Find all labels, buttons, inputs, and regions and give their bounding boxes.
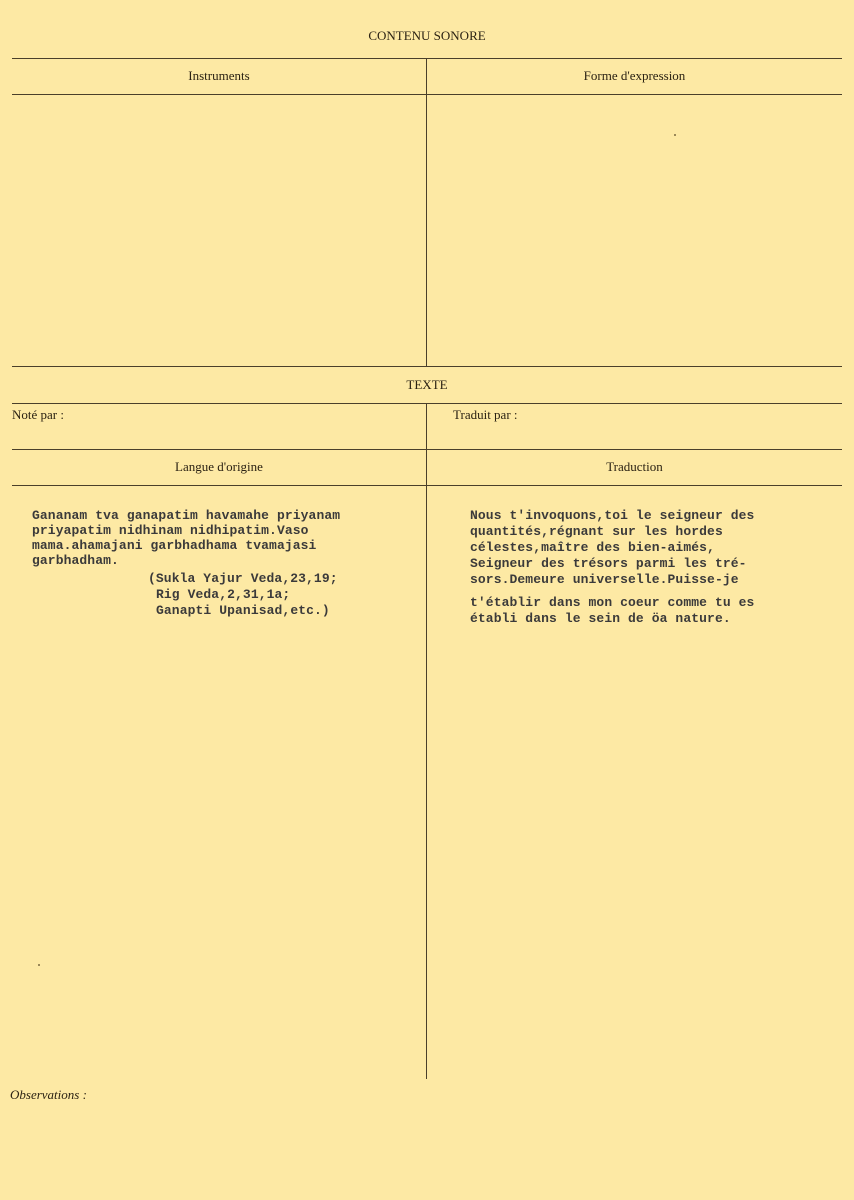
- reference-line: (Sukla Yajur Veda,23,19;: [148, 571, 338, 586]
- divider: [12, 58, 842, 59]
- section-title-contenu-sonore: CONTENU SONORE: [368, 28, 486, 43]
- translation-line: Seigneur des trésors parmi les tré-: [470, 556, 747, 571]
- field-label-note-par: Noté par :: [12, 407, 64, 422]
- translation-line: Nous t'invoquons,toi le seigneur des: [470, 508, 755, 523]
- divider: [12, 403, 842, 404]
- divider: [12, 485, 842, 486]
- reference-line: Rig Veda,2,31,1a;: [156, 587, 291, 602]
- divider: [12, 94, 842, 95]
- reference-line: Ganapti Upanisad,etc.): [156, 603, 330, 618]
- column-divider: [426, 450, 427, 1079]
- column-divider: [426, 59, 427, 366]
- section-title-texte: TEXTE: [406, 377, 448, 392]
- translation-line: quantités,régnant sur les hordes: [470, 524, 723, 539]
- translation-line: établi dans le sein de öa nature.: [470, 611, 731, 626]
- column-divider: [426, 404, 427, 449]
- column-header-forme-expression: Forme d'expression: [583, 68, 686, 83]
- field-label-observations: Observations :: [10, 1087, 87, 1102]
- column-header-instruments: Instruments: [188, 68, 250, 83]
- field-label-traduit-par: Traduit par :: [453, 407, 518, 422]
- translation-line: t'établir dans mon coeur comme tu es: [470, 595, 755, 610]
- translation-line: célestes,maître des bien-aimés,: [470, 540, 715, 555]
- column-header-traduction: Traduction: [606, 459, 663, 474]
- divider: [12, 449, 842, 450]
- paper-speck: [674, 134, 676, 136]
- divider: [12, 366, 842, 367]
- original-text-line: garbhadham.: [32, 553, 119, 568]
- translation-line: sors.Demeure universelle.Puisse-je: [470, 572, 739, 587]
- original-text-line: mama.ahamajani garbhadhama tvamajasi: [32, 538, 317, 553]
- original-text-line: Gananam tva ganapatim havamahe priyanam: [32, 508, 341, 523]
- column-header-langue-origine: Langue d'origine: [175, 459, 263, 474]
- paper-speck: [38, 964, 40, 966]
- original-text-line: priyapatim nidhinam nidhipatim.Vaso: [32, 523, 309, 538]
